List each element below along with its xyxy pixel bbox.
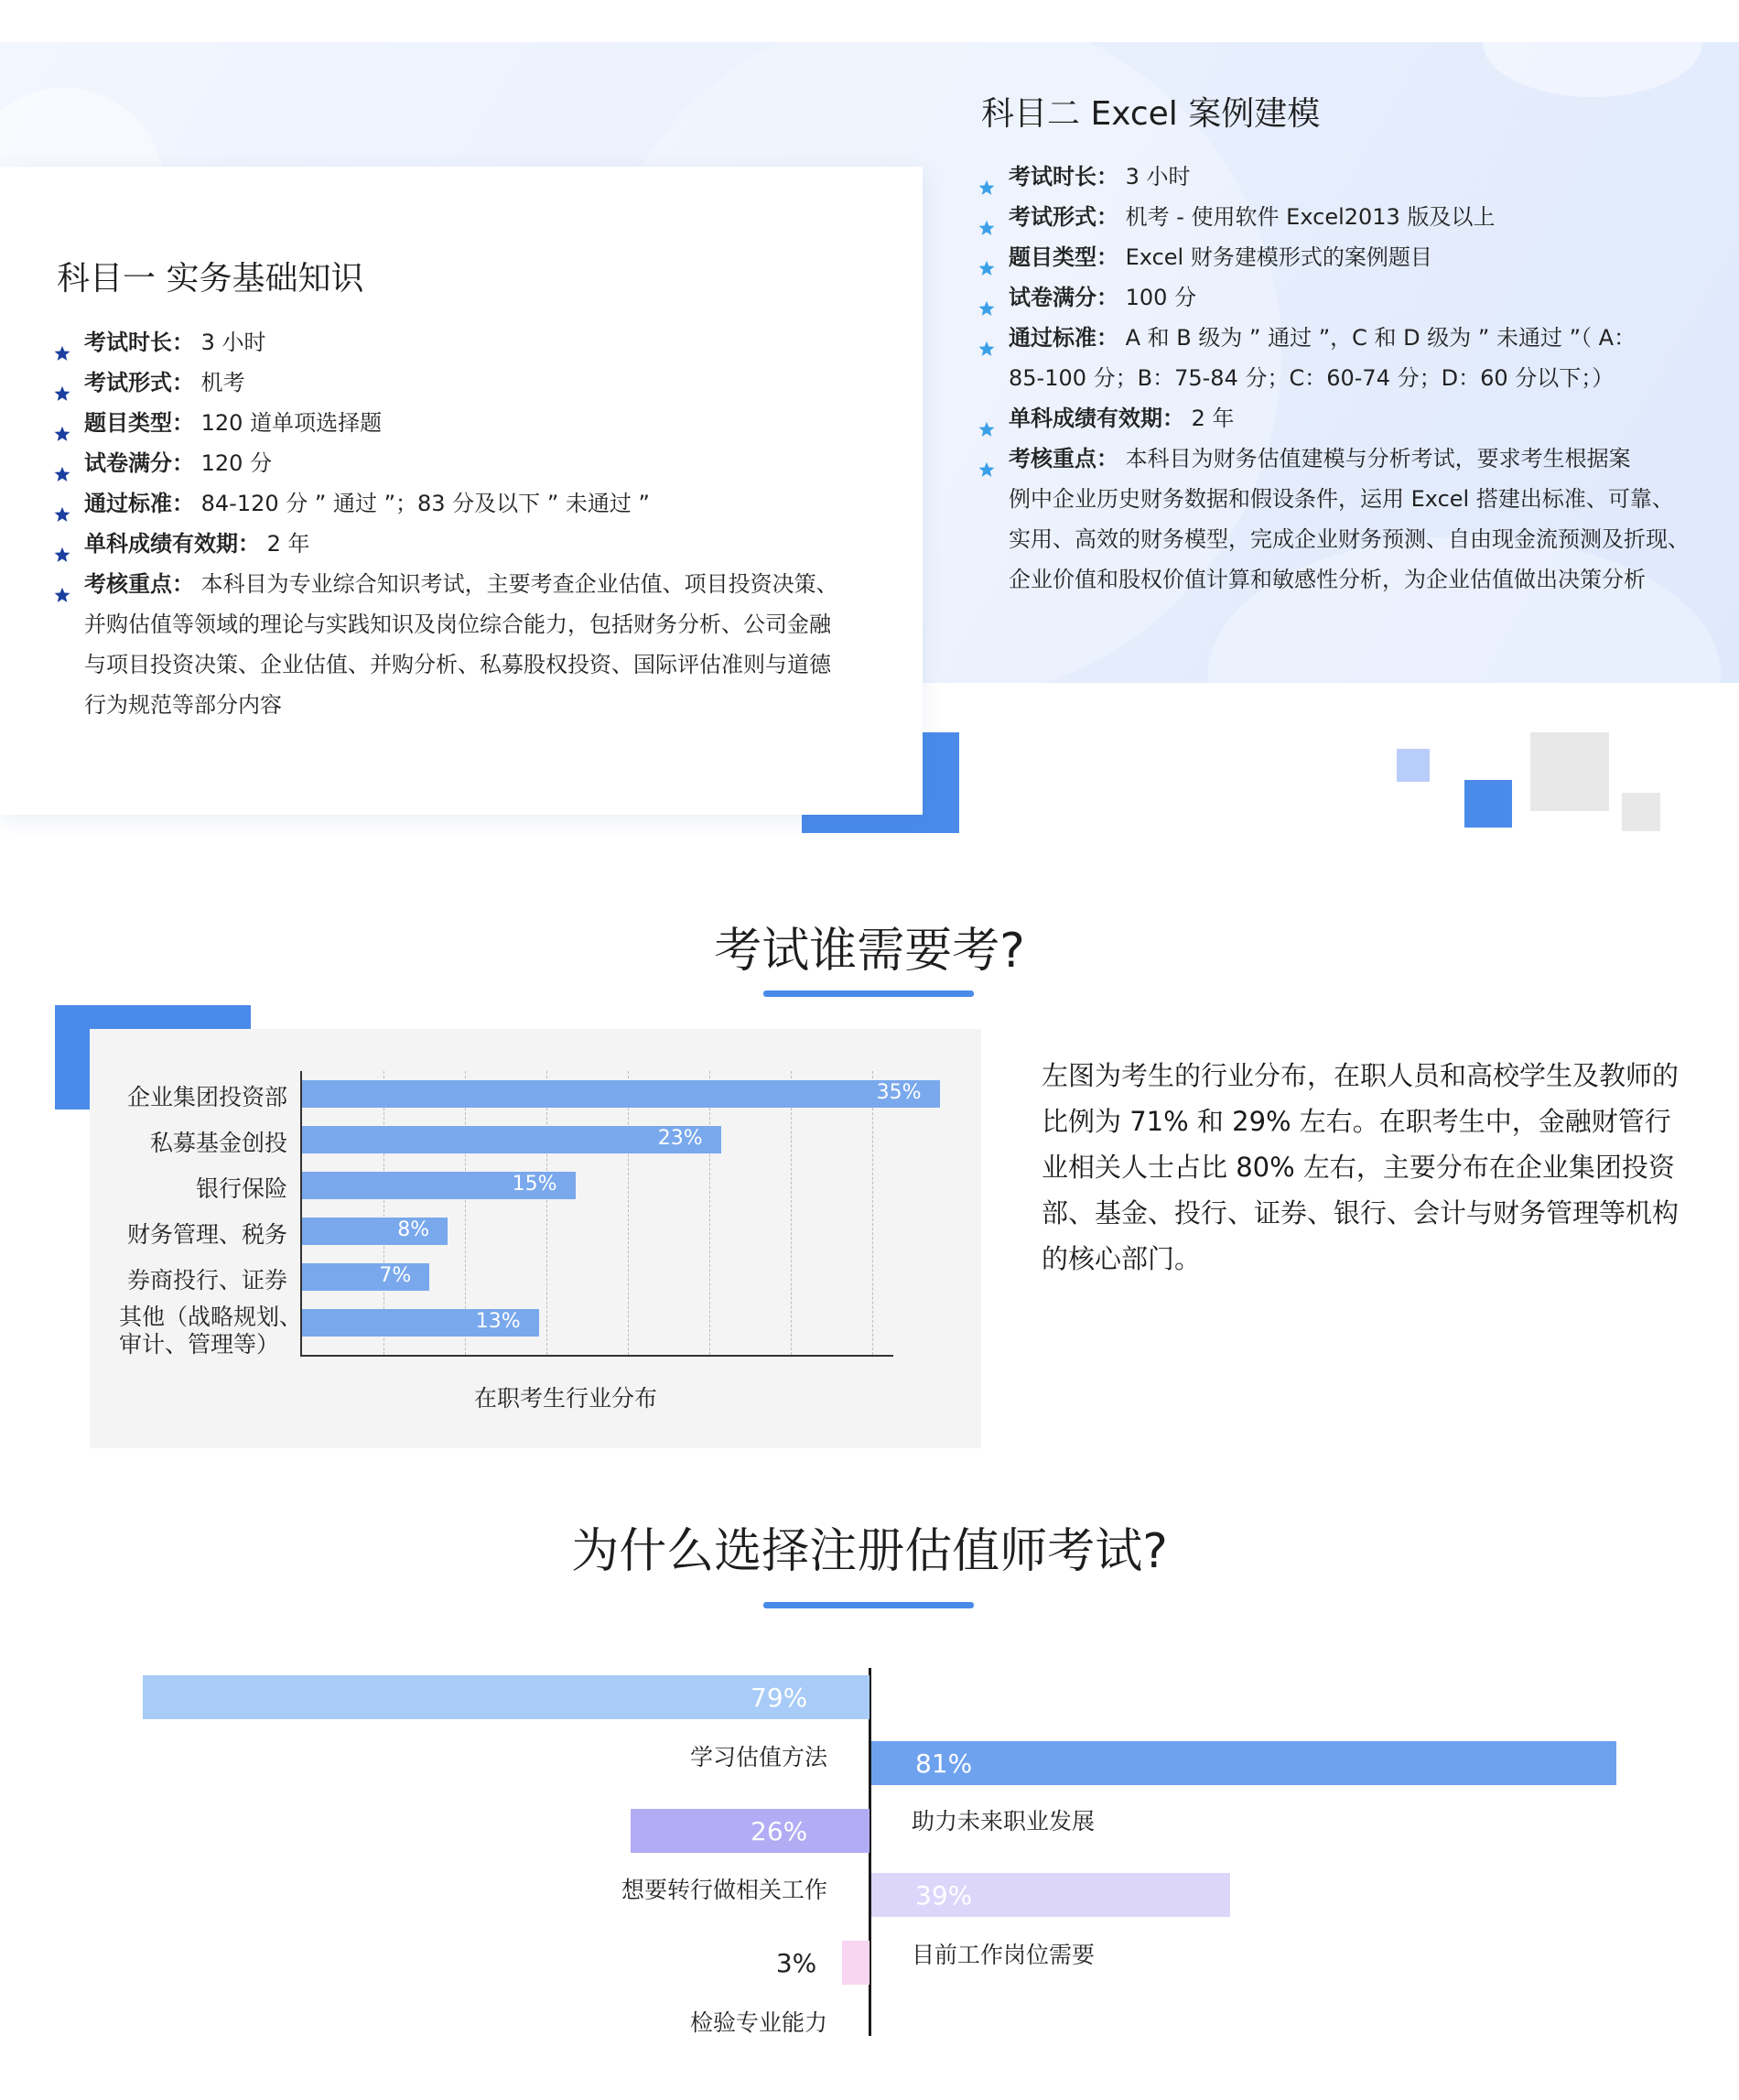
exam-item-value: 120 分 (194, 450, 273, 476)
exam-item-value: 3 小时 (194, 330, 266, 355)
subject2-title: 科目二 Excel 案例建模 (981, 95, 1321, 133)
exam-item-label: 试卷满分： (84, 450, 194, 476)
star-bullet-icon (54, 415, 70, 431)
exam-item (84, 443, 908, 483)
reason-category-label: 学习估值方法 (689, 1744, 827, 1770)
exam-item (1009, 197, 1704, 237)
exam-item-label: 考核重点： (84, 571, 194, 597)
star-bullet-icon (978, 209, 995, 225)
exam-item-value: 120 道单项选择题 (194, 410, 383, 436)
chart-value-label: 15% (512, 1173, 557, 1196)
exam-item (84, 564, 908, 725)
decor-bubble (1483, 42, 1702, 97)
chart-gridline (709, 1071, 710, 1355)
exam-item (1009, 237, 1704, 277)
exam-item (84, 403, 908, 443)
exam-item (1009, 438, 1704, 600)
reason-bar (871, 1741, 1616, 1785)
star-bullet-icon (978, 330, 995, 346)
exam-item-label: 考试形式： (1009, 204, 1118, 230)
exam-item-value: 本科目为专业综合知识考试，主要考查企业估值、项目投资决策、 (194, 571, 838, 597)
decor-square (1464, 780, 1512, 828)
chart-gridline (628, 1071, 629, 1355)
chart-category-label: 企业集团投资部 (126, 1084, 287, 1110)
chart-bar (302, 1080, 940, 1108)
reason-category-label: 检验专业能力 (689, 2009, 827, 2036)
star-bullet-icon (978, 410, 995, 427)
chart-category-label: 财务管理、税务 (126, 1221, 287, 1248)
reason-bar (842, 1941, 870, 1985)
decor-square (55, 1005, 90, 1110)
exam-item-label: 单科成绩有效期： (1009, 406, 1184, 431)
chart-value-label: 8% (397, 1218, 430, 1241)
chart-value-label: 13% (475, 1310, 521, 1333)
exam-item-continuation: 实用、高效的财务模型，完成企业财务预测、自由现金流预测及折现、 (1009, 526, 1690, 552)
decor-square (1622, 793, 1660, 831)
reason-value-label: 79% (751, 1683, 808, 1713)
reason-category-label: 目前工作岗位需要 (912, 1942, 1096, 1968)
exam-item-label: 考核重点： (1009, 446, 1118, 471)
section1-title: 考试谁需要考? (714, 924, 1025, 979)
exam-item-continuation: 与项目投资决策、企业估值、并购分析、私募股权投资、国际评估准则与道德 (84, 652, 831, 677)
decor-square (1530, 732, 1609, 811)
star-bullet-icon (54, 334, 70, 351)
chart-gridline (791, 1071, 792, 1355)
exam-item-value: 100 分 (1118, 285, 1197, 310)
section2-title: 为什么选择注册估值师考试? (571, 1524, 1168, 1579)
chart-category-label: 私募基金创投 (149, 1130, 287, 1156)
exam-item-label: 题目类型： (84, 410, 194, 436)
exam-item-label: 考试时长： (84, 330, 194, 355)
decor-square (1397, 749, 1430, 782)
exam-item-value: 84-120 分 ” 通过 ”；83 分及以下 ” 未通过 ” (194, 491, 650, 516)
exam-item-value: 机考 (194, 370, 245, 395)
exam-item (84, 363, 908, 403)
exam-item-value: 3 小时 (1118, 164, 1191, 189)
chart-value-label: 35% (876, 1081, 922, 1104)
star-bullet-icon (54, 374, 70, 391)
star-bullet-icon (54, 455, 70, 471)
exam-item-value: A 和 B 级为 ” 通过 ”，C 和 D 级为 ” 未通过 ”（ A： (1118, 325, 1636, 351)
chart-gridline (546, 1071, 547, 1355)
subject1-title: 科目一 实务基础知识 (57, 260, 364, 298)
exam-item (84, 322, 908, 363)
exam-item-continuation: 例中企业历史财务数据和假设条件，运用 Excel 搭建出标准、可靠、 (1009, 486, 1674, 512)
industry-chart-xlabel: 在职考生行业分布 (473, 1385, 657, 1412)
exam-item-continuation: 行为规范等部分内容 (84, 692, 282, 718)
star-bullet-icon (978, 450, 995, 467)
industry-description: 左图为考生的行业分布，在职人员和高校学生及教师的比例为 71% 和 29% 左右。在职考生中，金融财管行业相关人士占比 80% 左右，主要分布在企业集团投资部、基金、投行、证券、银行、会计与财务管理等机构的核心部门。 (1042, 1060, 1680, 1274)
exam-item-label: 通过标准： (84, 491, 194, 516)
chart-value-label: 7% (379, 1264, 412, 1287)
exam-item-label: 题目类型： (1009, 244, 1118, 270)
exam-item-label: 考试形式： (84, 370, 194, 395)
chart-category-label: 券商投行、证券 (126, 1267, 287, 1294)
star-bullet-icon (978, 249, 995, 265)
exam-item-value: 2 年 (1184, 406, 1235, 431)
star-bullet-icon (54, 576, 70, 592)
reason-value-label: 3% (775, 1948, 817, 1978)
industry-chart-x-axis (300, 1355, 893, 1357)
exam-item (84, 524, 908, 564)
exam-item-label: 考试时长： (1009, 164, 1118, 189)
exam-item-value: Excel 财务建模形式的案例题目 (1118, 244, 1432, 270)
exam-item (84, 483, 908, 524)
section2-underline (763, 1602, 974, 1608)
star-bullet-icon (978, 289, 995, 306)
exam-item-value: 机考 - 使用软件 Excel2013 版及以上 (1118, 204, 1496, 230)
exam-item (1009, 318, 1704, 398)
exam-item-label: 试卷满分： (1009, 285, 1118, 310)
chart-category-label: 其他（战略规划、 审计、管理等） (119, 1304, 303, 1358)
exam-item-label: 单科成绩有效期： (84, 531, 260, 557)
star-bullet-icon (54, 536, 70, 552)
exam-item-value: 本科目为财务估值建模与分析考试，要求考生根据案 (1118, 446, 1631, 471)
exam-item-value: 2 年 (260, 531, 310, 557)
chart-value-label: 23% (657, 1127, 703, 1150)
section1-underline (763, 990, 974, 997)
exam-item-label: 通过标准： (1009, 325, 1118, 351)
exam-item (1009, 398, 1704, 438)
exam-item (1009, 277, 1704, 318)
exam-item (1009, 157, 1704, 197)
reason-value-label: 81% (915, 1748, 973, 1779)
reason-value-label: 39% (915, 1880, 973, 1911)
chart-gridline (872, 1071, 873, 1355)
star-bullet-icon (54, 495, 70, 512)
reason-category-label: 想要转行做相关工作 (621, 1877, 827, 1903)
exam-item-continuation: 企业价值和股权价值计算和敏感性分析，为企业估值做出决策分析 (1009, 567, 1646, 592)
exam-item-continuation: 并购估值等领域的理论与实践知识及岗位综合能力，包括财务分析、公司金融 (84, 612, 831, 637)
star-bullet-icon (978, 168, 995, 185)
reason-category-label: 助力未来职业发展 (912, 1808, 1096, 1835)
chart-category-label: 银行保险 (195, 1175, 287, 1202)
exam-item-continuation: 85-100 分；B：75-84 分；C：60-74 分；D：60 分以下；） (1009, 365, 1615, 391)
reason-value-label: 26% (751, 1816, 808, 1846)
